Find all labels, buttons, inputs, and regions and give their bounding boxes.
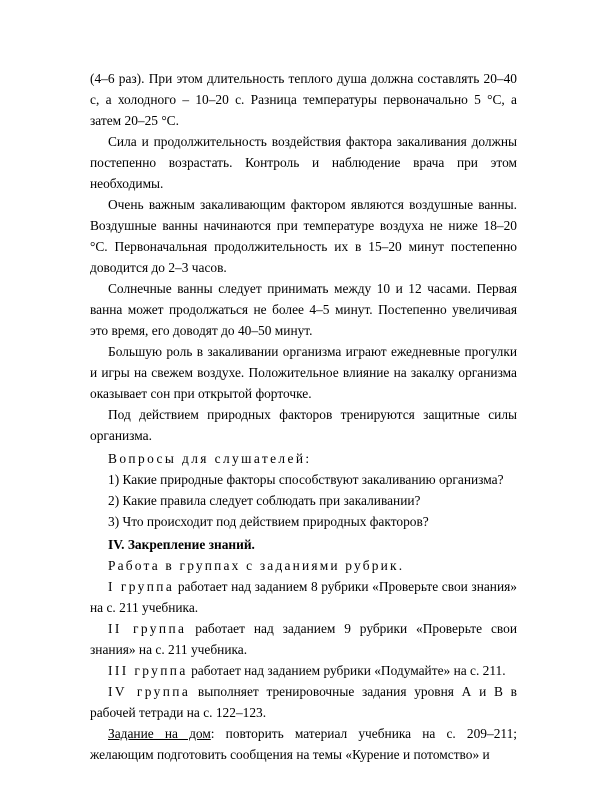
group-text: работает над заданием 8 рубрики «Проверьте свои знания» на с. 211 учебника.	[90, 579, 517, 615]
group-task	[90, 576, 517, 618]
group-text: работает над заданием 9 рубрики «Проверьте свои знания» на с. 211 учебника.	[90, 621, 517, 657]
paragraph-hardening-factor: Сила и продолжительность воздействия фактора закаливания должны постепенно возрастать. Контроль и наблюдение врача при этом необходимы.	[90, 134, 517, 191]
group-text: работает над заданием рубрики «Подумайте» на с. 211.	[187, 663, 506, 678]
paragraph-sun-baths: Солнечные ванны следует принимать между 10 и 12 часами. Первая ванна может продолжаться не более 4–5 минут. Постепенно увеличивая это время, его доводят до 40–50 минут.	[90, 281, 517, 338]
question-item: 2) Какие правила следует соблюдать при закаливании?	[108, 493, 421, 508]
homework-label: Задание на дом	[108, 726, 211, 741]
group-label: III группа	[108, 663, 188, 678]
group-label: I группа	[108, 579, 175, 594]
group-task	[90, 618, 517, 660]
group-task	[90, 681, 517, 723]
paragraph-shower: (4–6 раз). При этом длительность теплого душа должна составлять 20–40 с, а холодного – 10–20 с. Разница температуры первоначально 5 °С, а затем 20–25 °С.	[90, 71, 517, 128]
group-task	[90, 660, 517, 681]
paragraph-protective-forces: Под действием природных факторов тренируются защитные силы организма.	[90, 407, 517, 443]
homework-text: : повторить материал учебника на с. 209–211; желающим подготовить сообщения на темы «Курение и потомство» и	[90, 726, 518, 762]
paragraph-air-baths: Очень важным закаливающим фактором являются воздушные ванны. Воздушные ванны начинаются при температуре воздуха не ниже 18–20 °С. Первоначальная продолжительность их в 15–20 минут постепенно доводится до 2–3 часов.	[90, 197, 517, 275]
question-item: 3) Что происходит под действием природных факторов?	[108, 514, 429, 529]
paragraph-walks: Большую роль в закаливании организма играют ежедневные прогулки и игры на свежем воздухе. Положительное влияние на закалку организма оказывает сон при открытой форточке.	[90, 344, 517, 401]
homework	[90, 723, 517, 765]
groups-heading: Работа в группах с заданиями рубрик.	[108, 558, 405, 573]
section-heading: IV. Закрепление знаний.	[108, 537, 255, 552]
question-item: 1) Какие природные факторы способствуют закаливанию организма?	[108, 472, 504, 487]
group-label: II группа	[108, 621, 187, 636]
questions-heading: Вопросы для слушателей:	[108, 451, 312, 466]
group-label: IV группа	[108, 684, 191, 699]
group-text: выполняет тренировочные задания уровня А и В в рабочей тетради на с. 122–123.	[90, 684, 517, 720]
